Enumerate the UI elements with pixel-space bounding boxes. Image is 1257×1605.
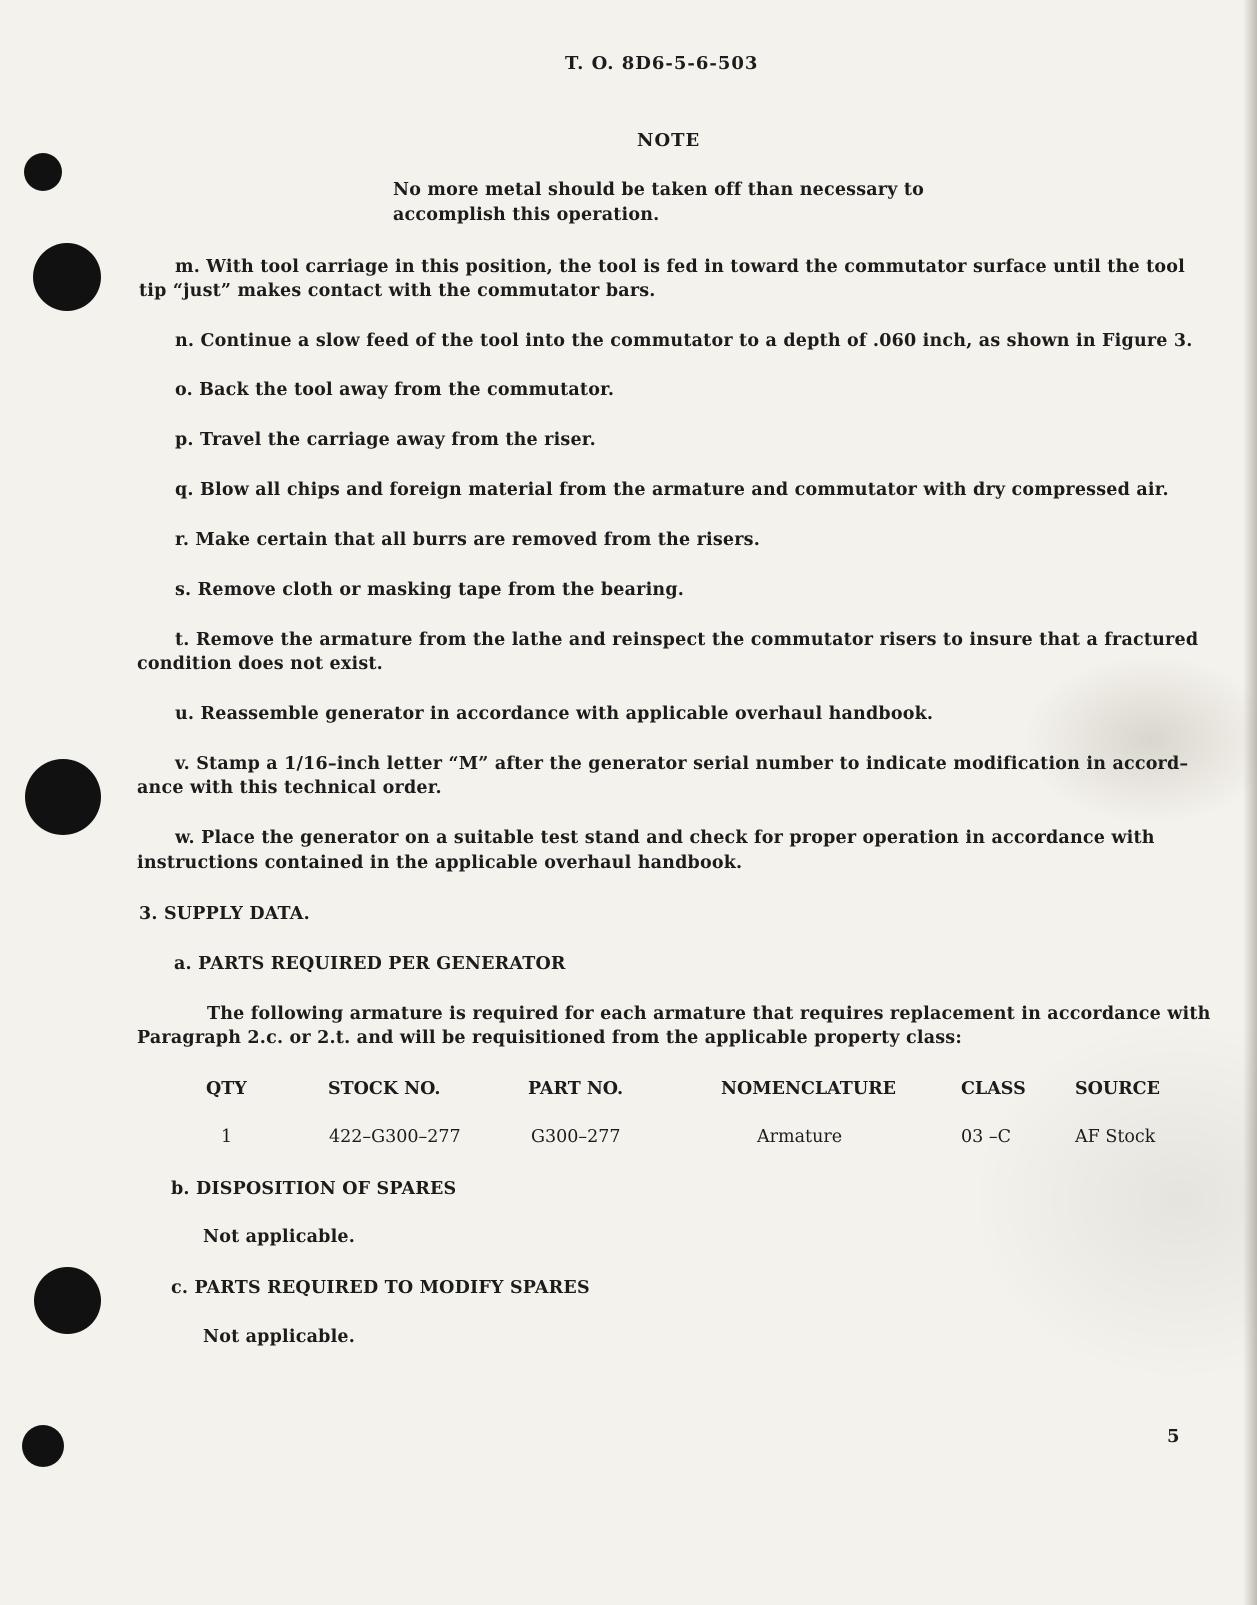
note-title: NOTE <box>637 130 701 151</box>
modify-text: Not applicable. <box>203 1327 356 1347</box>
step-p: p. Travel the carriage away from the riser. <box>175 430 596 450</box>
step-u: u. Reassemble generator in accordance with applicable overhaul handbook. <box>175 704 934 724</box>
subsection-heading-modify-spares: c. PARTS REQUIRED TO MODIFY SPARES <box>171 1278 590 1298</box>
step-s: s. Remove cloth or masking tape from the bearing. <box>175 580 685 600</box>
step-m-line: tip “just” makes contact with the commutator bars. <box>139 281 656 301</box>
step-v-line: ance with this technical order. <box>137 778 442 798</box>
table-header-qty: QTY <box>206 1079 247 1099</box>
subsection-heading-disposition: b. DISPOSITION OF SPARES <box>171 1179 457 1199</box>
step-t-line: condition does not exist. <box>137 654 383 674</box>
table-cell-part-no: G300–277 <box>531 1127 621 1147</box>
subsection-heading-parts-required: a. PARTS REQUIRED PER GENERATOR <box>174 954 566 974</box>
table-cell-class: 03 –C <box>961 1127 1011 1147</box>
page-number: 5 <box>1167 1426 1180 1447</box>
step-v-line: v. Stamp a 1/16–inch letter “M” after the generator serial number to indicate modification in accord– <box>175 754 1189 774</box>
step-m-line: m. With tool carriage in this position, the tool is fed in toward the commutator surface until the tool <box>175 257 1185 277</box>
technical-order-number: T. O. 8D6-5-6-503 <box>565 53 759 74</box>
step-t-line: t. Remove the armature from the lathe and reinspect the commutator risers to insure that a fractured <box>175 630 1199 650</box>
table-header-stock-no: STOCK NO. <box>328 1079 441 1099</box>
note-line: No more metal should be taken off than necessary to <box>393 180 925 200</box>
table-cell-qty: 1 <box>221 1127 233 1147</box>
punch-hole <box>22 1425 64 1467</box>
table-cell-source: AF Stock <box>1075 1127 1156 1147</box>
table-header-source: SOURCE <box>1075 1079 1160 1099</box>
step-w-line: w. Place the generator on a suitable test stand and check for proper operation in accordance with <box>175 828 1155 848</box>
disposition-text: Not applicable. <box>203 1227 356 1247</box>
parts-text-line: The following armature is required for each armature that requires replacement in accordance with <box>207 1004 1211 1024</box>
parts-text-line: Paragraph 2.c. or 2.t. and will be requisitioned from the applicable property class: <box>137 1028 963 1048</box>
section-heading-supply-data: 3. SUPPLY DATA. <box>139 904 310 924</box>
step-o: o. Back the tool away from the commutator. <box>175 380 615 400</box>
table-header-part-no: PART NO. <box>528 1079 624 1099</box>
page-edge-shadow <box>1243 0 1257 1605</box>
table-header-nomenclature: NOMENCLATURE <box>721 1079 896 1099</box>
step-n: n. Continue a slow feed of the tool into the commutator to a depth of .060 inch, as shown in Figure 3. <box>175 331 1193 351</box>
table-cell-stock-no: 422–G300–277 <box>329 1127 461 1147</box>
punch-hole <box>25 759 101 835</box>
step-q: q. Blow all chips and foreign material from the armature and commutator with dry compressed air. <box>175 480 1169 500</box>
punch-hole <box>33 243 101 311</box>
step-w-line: instructions contained in the applicable overhaul handbook. <box>137 853 743 873</box>
punch-hole <box>34 1267 101 1334</box>
table-cell-nomenclature: Armature <box>757 1127 843 1147</box>
punch-hole <box>24 153 62 191</box>
table-header-class: CLASS <box>961 1079 1026 1099</box>
note-line: accomplish this operation. <box>393 205 660 225</box>
step-r: r. Make certain that all burrs are removed from the risers. <box>175 530 760 550</box>
